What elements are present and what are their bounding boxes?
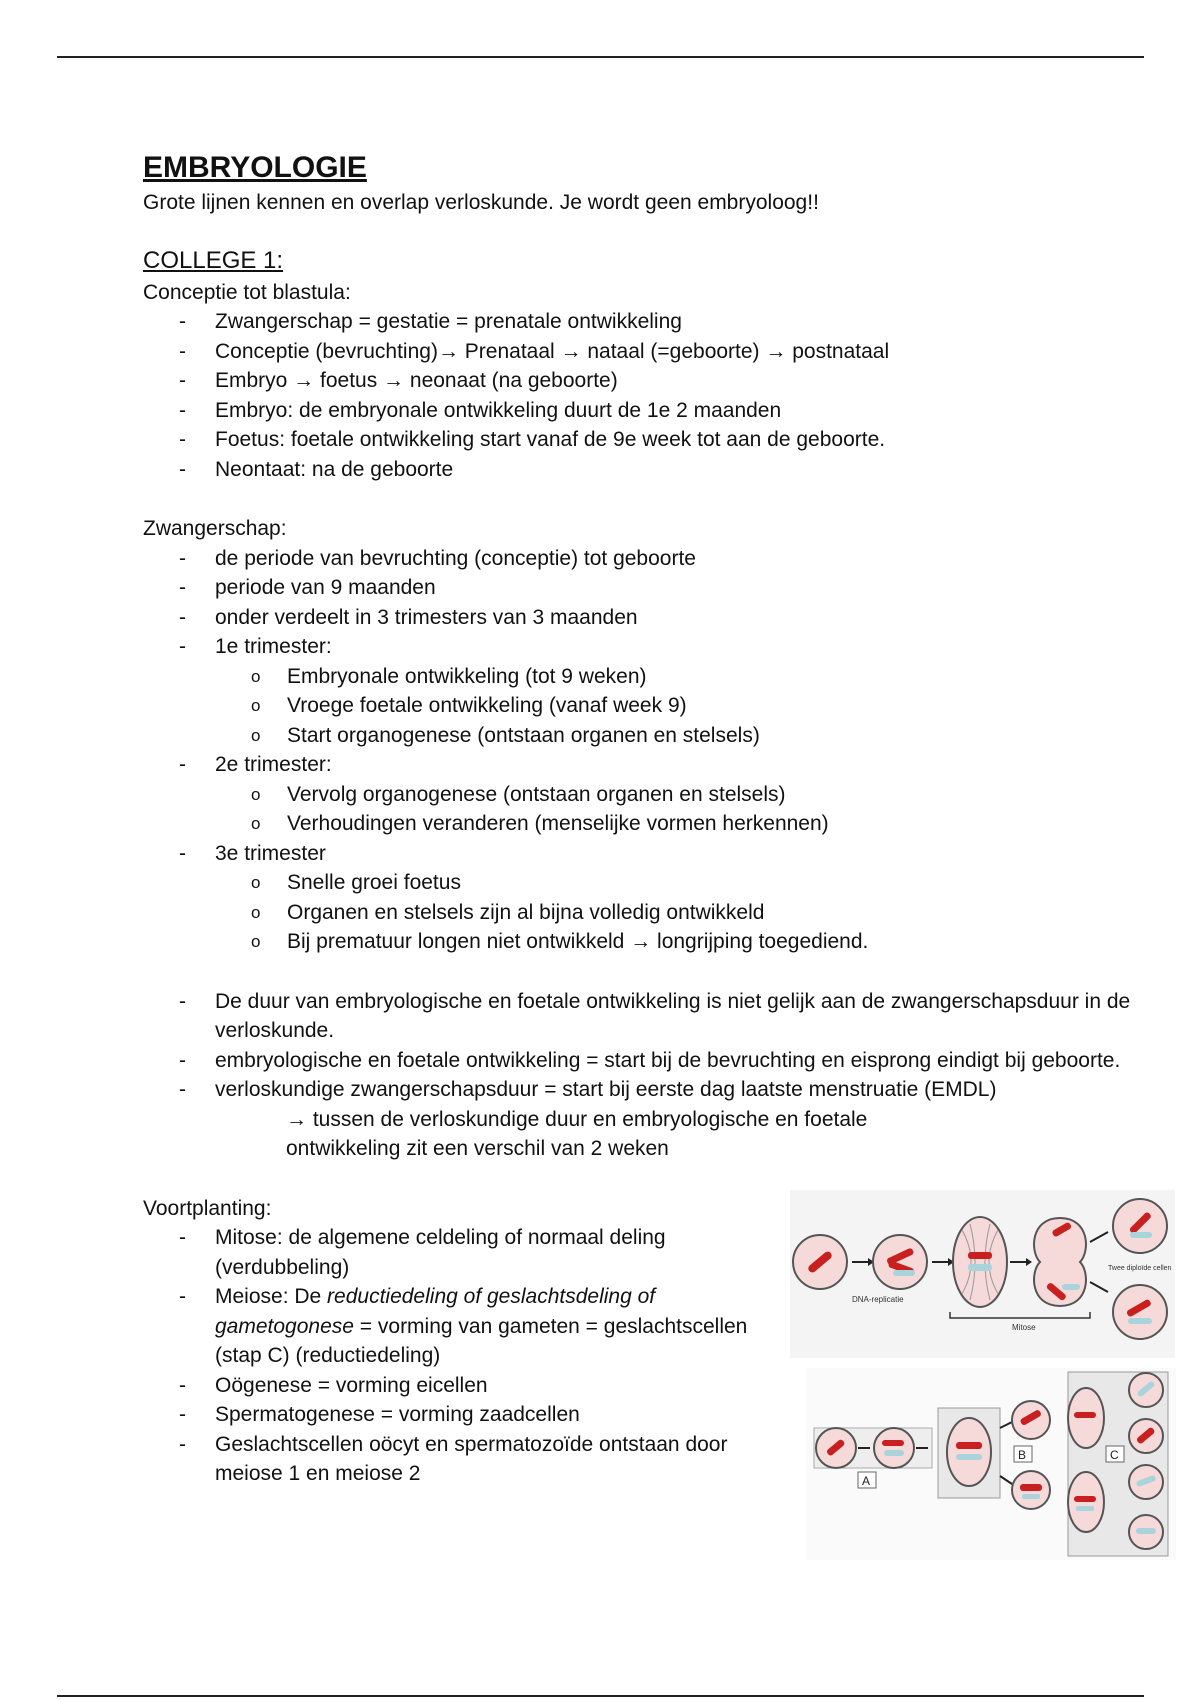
list-item: - Foetus: foetale ontwikkeling start vanaf de 9e week tot aan de geboorte. xyxy=(215,425,1143,455)
sub-item: o Vervolg organogenese (ontstaan organen en stelsels) xyxy=(287,780,1143,810)
trimester-1 xyxy=(215,632,1143,750)
meiose-italic: reductiedeling of geslachtsdeling of gametogonese xyxy=(215,1285,656,1338)
trimester-2-sublist xyxy=(215,780,1143,839)
two-diploid-cells-label: Twee diploïde cellen xyxy=(1108,1265,1172,1272)
trimester-2-label: 2e trimester: xyxy=(215,753,332,776)
list-item: - verloskundige zwangerschapsduur = start bij eerste dag laatste menstruatie (EMDL) xyxy=(215,1075,1145,1105)
cell-meiosis-1 xyxy=(947,1418,991,1486)
mitosis-figure xyxy=(790,1190,1175,1358)
cell-a1 xyxy=(816,1428,856,1468)
cell-start xyxy=(793,1235,847,1289)
list-item: - Embryo: de embryonale ontwikkeling duurt de 1e 2 maanden xyxy=(215,396,1143,426)
zwangerschap-list xyxy=(143,544,1143,957)
voortplanting-list xyxy=(143,1223,785,1489)
label-a: A xyxy=(862,1474,871,1488)
mitosis-diagram xyxy=(790,1190,1175,1358)
daughter-cell-2 xyxy=(1113,1285,1167,1339)
sub-item: o Snelle groei foetus xyxy=(287,868,1143,898)
meiose-suffix: = vorming van gameten = geslachtscellen (stap C) (reductiedeling) xyxy=(215,1314,748,1367)
list-item: - Zwangerschap = gestatie = prenatale ontwikkeling xyxy=(215,307,1143,337)
sub-item: o Start organogenese (ontstaan organen en stelsels) xyxy=(287,721,1143,751)
label-c: C xyxy=(1110,1448,1119,1462)
section-zwangerschap-label: Zwangerschap: xyxy=(143,517,287,540)
cell-metaphase xyxy=(953,1217,1007,1307)
list-item: - Neontaat: na de geboorte xyxy=(215,455,1143,485)
sub-item: o Organen en stelsels zijn al bijna volledig ontwikkeld xyxy=(287,898,1143,928)
gamete-4 xyxy=(1129,1515,1163,1549)
gamete-3 xyxy=(1129,1465,1163,1499)
meiosis-diagram xyxy=(806,1368,1176,1560)
trimester-1-label: 1e trimester: xyxy=(215,635,332,658)
trimester-1-sublist xyxy=(215,662,1143,751)
college-heading: COLLEGE 1: xyxy=(143,246,284,274)
gamete-2 xyxy=(1129,1419,1163,1453)
gamete-1 xyxy=(1129,1373,1163,1407)
list-item: - Geslachtscellen oöcyt en spermatozoïde ontstaan door meiose 1 en meiose 2 xyxy=(215,1430,785,1489)
cell-replicated xyxy=(873,1235,927,1289)
meiose-prefix: Meiose: De xyxy=(215,1285,328,1308)
cell-b2 xyxy=(1012,1471,1050,1509)
meiose-item xyxy=(215,1282,785,1371)
list-item: - Spermatogenese = vorming zaadcellen xyxy=(215,1400,785,1430)
cell-b1 xyxy=(1012,1401,1050,1439)
footer-rule xyxy=(57,1695,1144,1697)
conceptie-list xyxy=(143,307,1143,484)
cell-c-split-1 xyxy=(1068,1388,1104,1448)
sub-item: o Vroege foetale ontwikkeling (vanaf week 9) xyxy=(287,691,1143,721)
list-item: - Conceptie (bevruchting)→ Prenataal → nataal (=geboorte) → postnataal xyxy=(215,337,1143,367)
list-item: - Embryo → foetus → neonaat (na geboorte) xyxy=(215,366,1143,396)
list-item: - embryologische en foetale ontwikkeling = start bij de bevruchting en eisprong eindigt bij geboorte. xyxy=(215,1046,1145,1076)
sub-item: o Bij prematuur longen niet ontwikkeld → longrijping toegediend. xyxy=(287,927,1143,957)
list-item: - Mitose: de algemene celdeling of normaal deling (verdubbeling) xyxy=(215,1223,785,1282)
list-item: - Oögenese = vorming eicellen xyxy=(215,1371,785,1401)
cell-a2 xyxy=(874,1428,914,1468)
subtitle: Grote lijnen kennen en overlap verloskunde. Je wordt geen embryoloog!! xyxy=(143,191,819,214)
trimester-3-sublist xyxy=(215,868,1143,957)
section-voortplanting-label: Voortplanting: xyxy=(143,1196,272,1220)
list-item: - de periode van bevruchting (conceptie) tot geboorte xyxy=(215,544,1143,574)
header-rule xyxy=(57,56,1144,58)
mitosis-label: Mitose xyxy=(1012,1323,1036,1332)
duration-note: → tussen de verloskundige duur en embryologische en foetale ontwikkeling zit een verschil van 2 weken xyxy=(286,1107,868,1160)
daughter-cell-1 xyxy=(1113,1199,1167,1253)
meiosis-figure xyxy=(806,1368,1176,1560)
list-item: - De duur van embryologische en foetale ontwikkeling is niet gelijk aan de zwangerschapsduur in de verloskunde. xyxy=(215,987,1145,1046)
cell-anaphase xyxy=(1034,1218,1086,1306)
label-b: B xyxy=(1018,1448,1027,1462)
sub-item: o Embryonale ontwikkeling (tot 9 weken) xyxy=(287,662,1143,692)
trimester-3 xyxy=(215,839,1143,957)
trimester-3-label: 3e trimester xyxy=(215,841,326,865)
cell-c-split-2 xyxy=(1068,1472,1104,1532)
trimester-2 xyxy=(215,750,1143,839)
duration-list xyxy=(143,987,1145,1105)
list-item: - onder verdeelt in 3 trimesters van 3 maanden xyxy=(215,603,1143,633)
section-conceptie-label: Conceptie tot blastula: xyxy=(143,280,351,304)
page-title: EMBRYOLOGIE xyxy=(143,151,367,184)
dna-replication-label: DNA-replicatie xyxy=(852,1295,904,1304)
sub-item: o Verhoudingen veranderen (menselijke vormen herkennen) xyxy=(287,809,1143,839)
list-item: - periode van 9 maanden xyxy=(215,573,1143,603)
